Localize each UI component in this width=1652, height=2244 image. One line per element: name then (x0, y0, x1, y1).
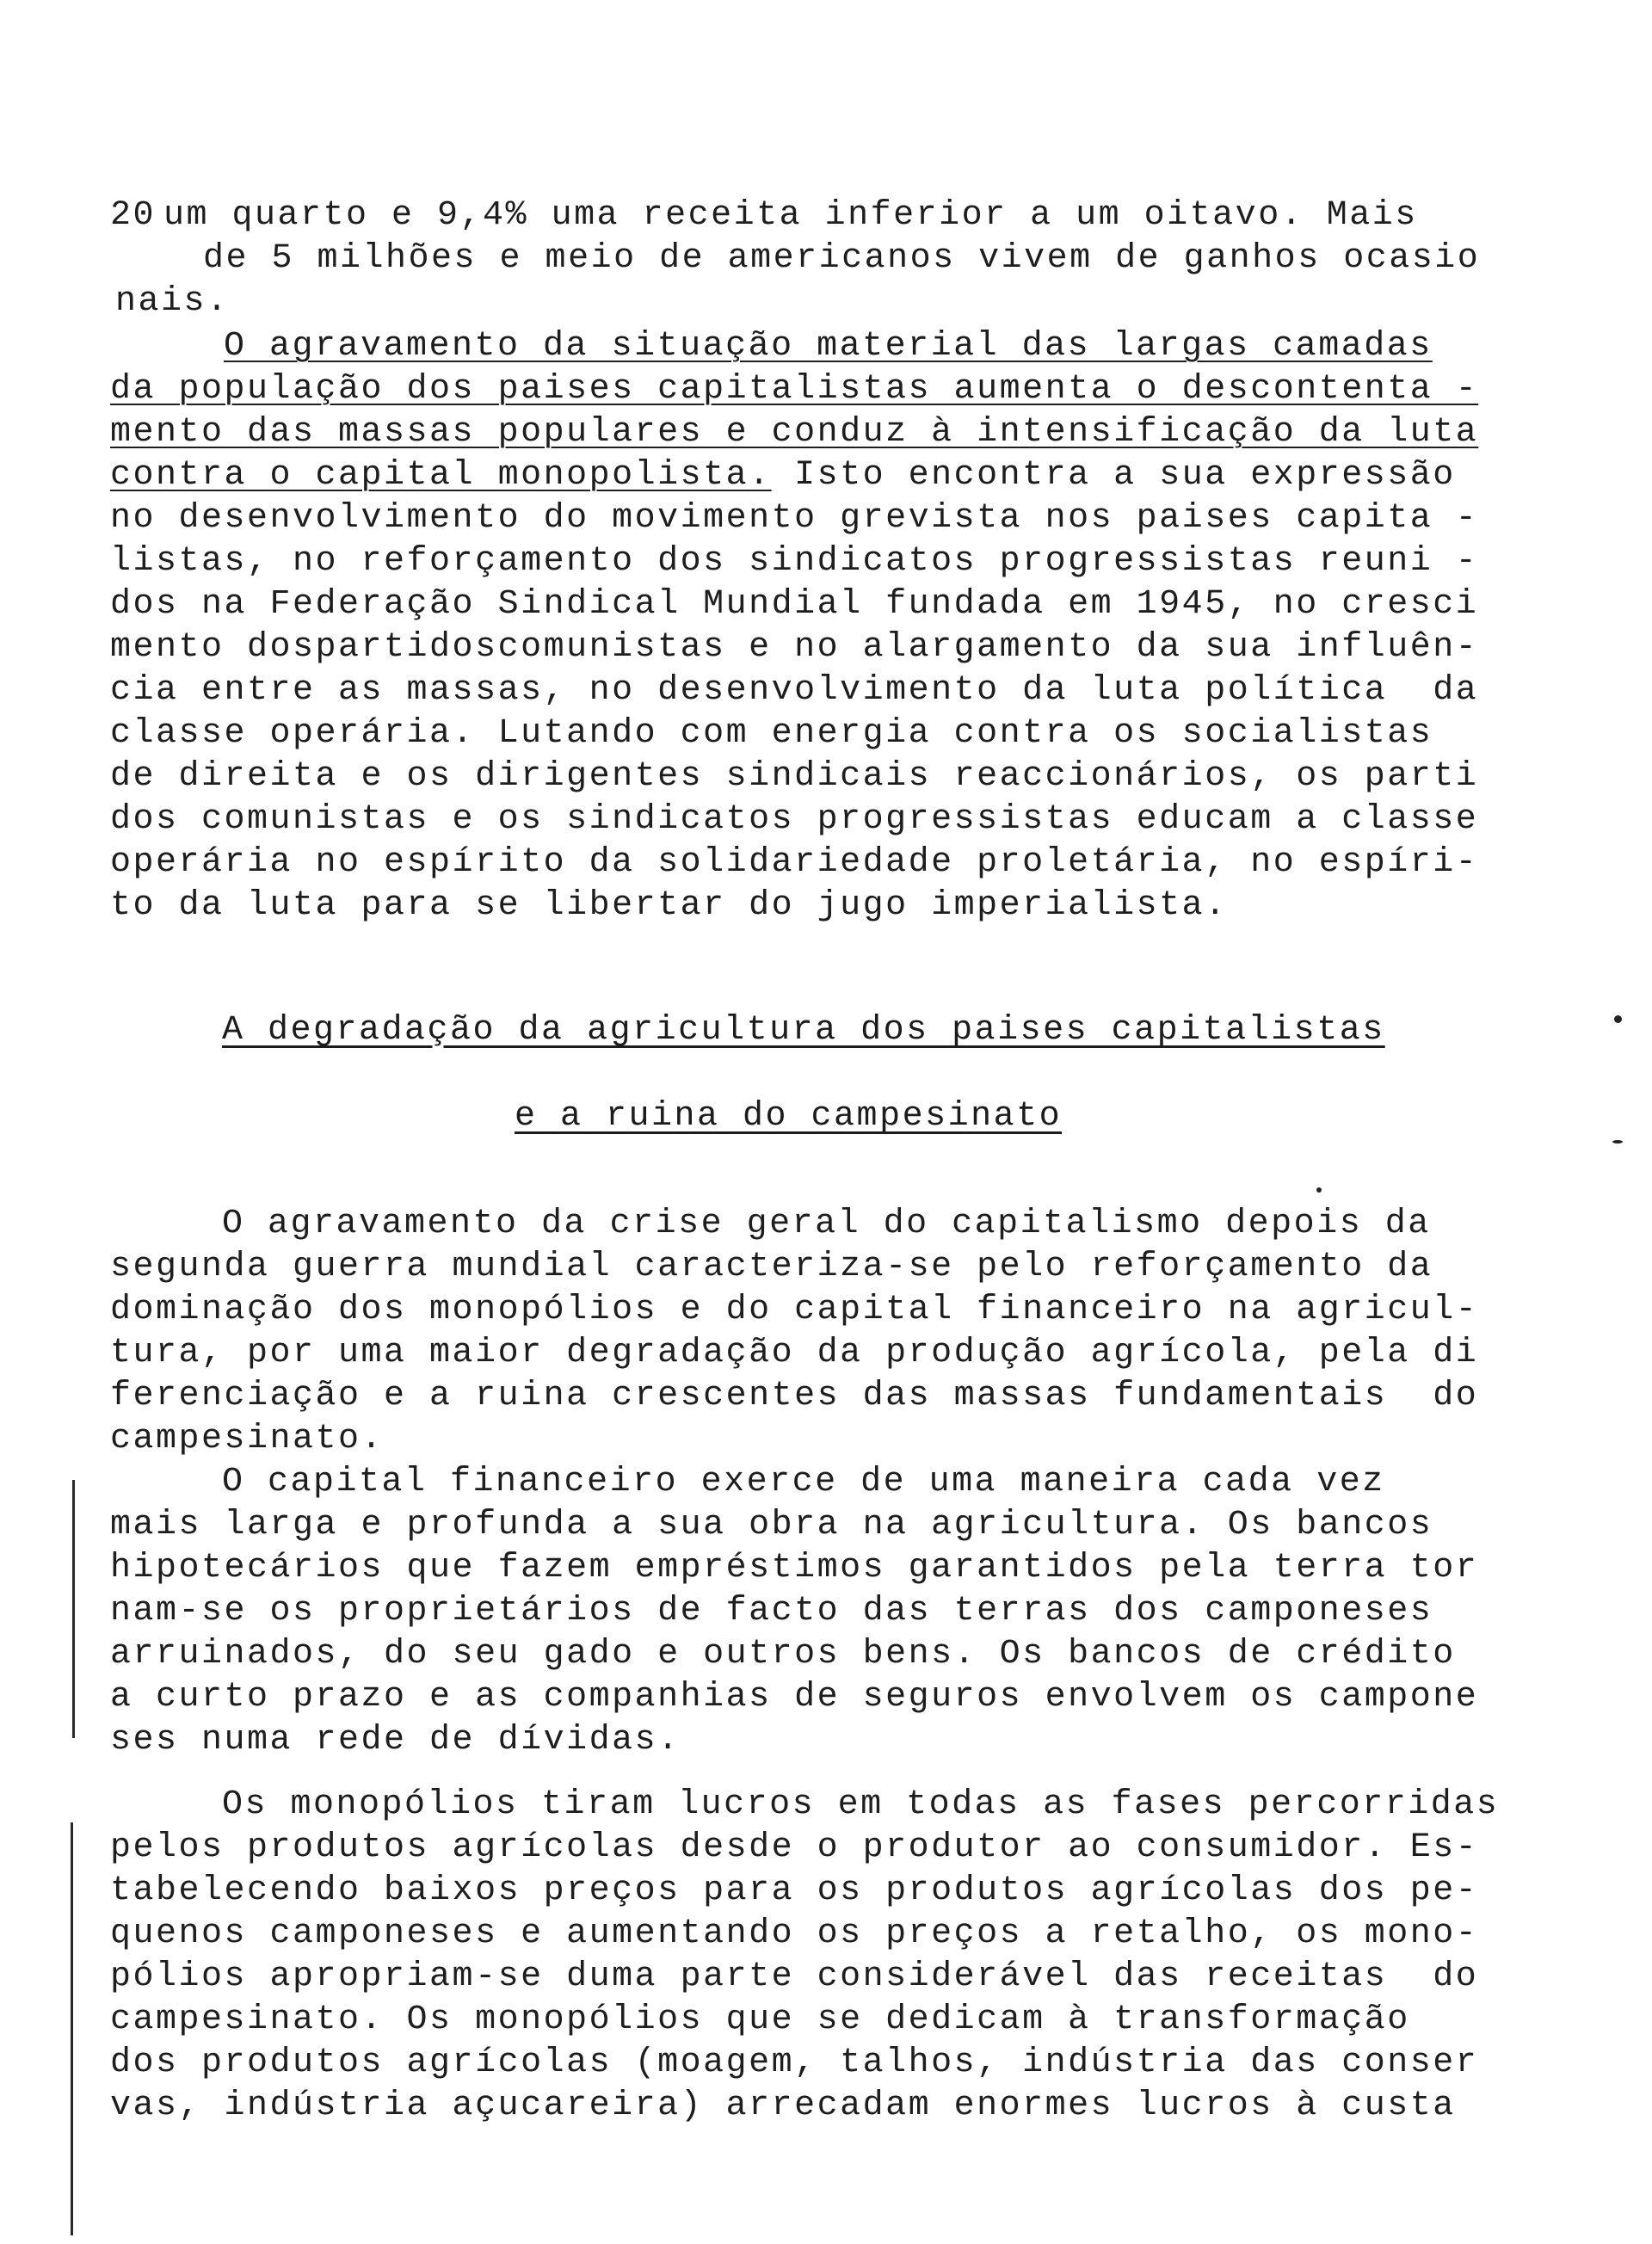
text-line: vas, indústria açucareira) arrecadam enormes lucros à custa (110, 2087, 1456, 2125)
text-line: ses numa rede de dívidas. (110, 1721, 681, 1760)
text-line: Os monopólios tiram lucros em todas as fases percorridas (222, 1785, 1500, 1824)
scan-speck (1614, 1015, 1622, 1023)
section-heading-line-2: e a ruina do campesinato (515, 1097, 1063, 1136)
text-line: campesinato. Os monopólios que se dedicam à transformação (110, 2000, 1410, 2039)
text-line: a curto prazo e as companhias de seguros envolvem os campone (110, 1678, 1479, 1717)
text-line-underlined: da população dos paises capitalistas aumenta o descontenta - (110, 370, 1479, 409)
text-line: nais. (115, 282, 230, 321)
text-line: to da luta para se libertar do jugo imperialista. (110, 886, 1228, 925)
text-line: ferenciação e a ruina crescentes das massas fundamentais do (110, 1377, 1479, 1415)
text-line: campesinato. (110, 1420, 385, 1458)
text-line: O capital financeiro exerce de uma maneira cada vez (222, 1463, 1385, 1501)
text-line: hipotecários que fazem empréstimos garantidos pela terra tor (110, 1549, 1479, 1587)
text-line: um quarto e 9,4% uma receita inferior a um oitavo. Mais (163, 196, 1418, 235)
text-line-underlined: mento das massas populares e conduz à intensificação da luta (110, 413, 1479, 452)
text-line: pólios apropriam-se duma parte considerável das receitas do (110, 1957, 1479, 1996)
text-line-underlined: O agravamento da situação material das largas camadas (224, 327, 1433, 366)
text-line: mento dospartidoscomunistas e no alargamento da sua influên- (110, 628, 1479, 667)
text-line: tabelecendo baixos preços para os produtos agrícolas dos pe- (110, 1871, 1479, 1910)
text-line: de direita e os dirigentes sindicais reaccionários, os parti (110, 757, 1479, 796)
text-line: nam-se os proprietários de facto das terras dos camponeses (110, 1592, 1433, 1631)
margin-mark (72, 1480, 75, 1738)
scan-speck (1612, 1140, 1623, 1144)
text-line: mais larga e profunda a sua obra na agricultura. Os bancos (110, 1506, 1433, 1544)
text-line: cia entre as massas, no desenvolvimento da luta política da (110, 671, 1479, 710)
text-line: O agravamento da crise geral do capitalismo depois da (222, 1205, 1431, 1243)
text-line: operária no espírito da solidariedade proletária, no espíri- (110, 843, 1479, 882)
text-line: segunda guerra mundial caracteriza-se pelo reforçamento da (110, 1248, 1433, 1286)
text-line: de 5 milhões e meio de americanos vivem de ganhos ocasio (203, 239, 1481, 278)
text-line: dos comunistas e os sindicatos progressistas educam a classe (110, 800, 1479, 839)
text-line: no desenvolvimento do movimento grevista nos paises capita - (110, 499, 1479, 538)
text-line: pelos produtos agrícolas desde o produtor ao consumidor. Es- (110, 1828, 1479, 1867)
page-number: 20 (110, 196, 157, 235)
section-heading-line-1: A degradação da agricultura dos paises capitalistas (222, 1011, 1385, 1050)
text-line: dos na Federação Sindical Mundial fundada em 1945, no cresci (110, 585, 1479, 624)
text-line: quenos camponeses e aumentando os preços a retalho, os mono- (110, 1914, 1479, 1953)
text-line: tura, por uma maior degradação da produção agrícola, pela di (110, 1334, 1479, 1372)
scan-speck (1316, 1187, 1322, 1193)
margin-mark (71, 1822, 73, 2235)
text-line: listas, no reforçamento dos sindicatos progressistas reuni - (110, 542, 1479, 581)
text-line (110, 454, 1456, 497)
text-line: dos produtos agrícolas (moagem, talhos, indústria das conser (110, 2044, 1479, 2082)
text-phrase: Isto encontra a sua expressão (771, 456, 1456, 495)
text-line: arruinados, do seu gado e outros bens. Os bancos de crédito (110, 1635, 1456, 1674)
text-line: classe operária. Lutando com energia contra os socialistas (110, 714, 1433, 753)
text-line: dominação dos monopólios e do capital financeiro na agricul- (110, 1291, 1479, 1329)
underlined-phrase: contra o capital monopolista. (110, 456, 772, 495)
